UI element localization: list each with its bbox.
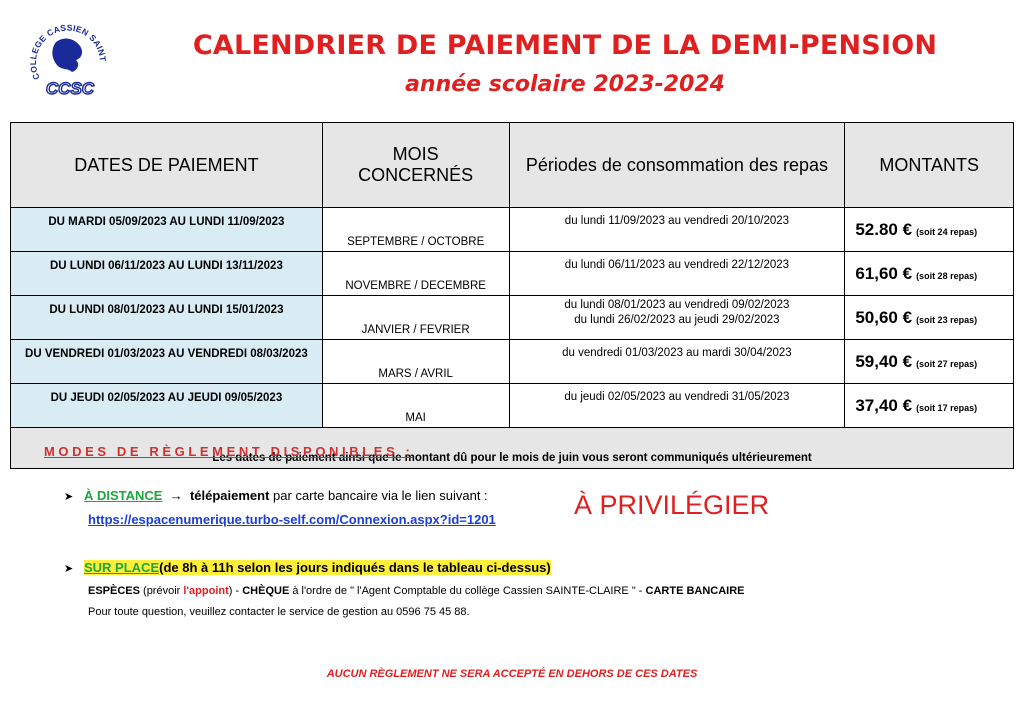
cheque-text: à l'ordre de " l'Agent Comptable du collège Cassien SAINTE-CLAIRE " - <box>289 585 646 597</box>
header-periodes: Périodes de consommation des repas <box>509 123 845 208</box>
row-periode <box>509 384 845 428</box>
distance-label: À DISTANCE <box>84 488 163 503</box>
row-montant <box>845 252 1014 296</box>
right-arrow-icon: → <box>169 488 183 503</box>
periode-line: du vendredi 01/03/2023 au mardi 30/04/2023 <box>562 347 792 359</box>
header-mois <box>322 123 509 208</box>
table-row <box>11 208 1014 252</box>
row-date: DU VENDREDI 01/03/2023 AU VENDREDI 08/03/2023 <box>11 340 323 384</box>
prevoir-close: ) - <box>228 585 243 597</box>
page-subtitle: année scolaire 2023-2024 <box>405 72 725 97</box>
periode-line: du lundi 11/09/2023 au vendredi 20/10/2023 <box>564 215 790 227</box>
prevoir-open: (prévoir <box>139 585 184 597</box>
montant-value: 61,60 € <box>855 263 913 283</box>
table-footer-note: Les dates de paiement ainsi que le montant dû pour le mois de juin vous seront communiqués ultérieurement <box>11 428 1014 469</box>
warning-notice: AUCUN RÈGLEMENT NE SERA ACCEPTÉ EN DEHORS DE CES DATES <box>326 668 698 680</box>
logo-arc-text: COLLEGE CASSIEN SAINT <box>28 22 109 82</box>
row-date: DU LUNDI 06/11/2023 AU LUNDI 13/11/2023 <box>11 252 323 296</box>
row-mois: MARS / AVRIL <box>322 340 509 384</box>
row-montant <box>845 296 1014 340</box>
row-periode <box>509 296 845 340</box>
college-logo <box>26 18 114 102</box>
montant-value: 52.80 € <box>855 219 913 239</box>
periode-line: du lundi 08/01/2023 au vendredi 09/02/2023 <box>564 299 790 311</box>
row-date: DU LUNDI 08/01/2023 AU LUNDI 15/01/2023 <box>11 296 323 340</box>
montant-repas: (soit 24 repas) <box>916 226 978 237</box>
payment-table <box>10 122 1014 469</box>
appoint-label: l'appoint <box>183 585 229 597</box>
header-mois-label: MOIS CONCERNÉS <box>358 144 474 185</box>
especes-label: ESPÈCES <box>88 585 140 597</box>
bullet-arrow-icon: ➤ <box>64 563 74 575</box>
row-montant <box>845 208 1014 252</box>
logo-initials: CCSC <box>45 79 95 98</box>
contact-line: Pour toute question, veuillez contacter le service de gestion au 0596 75 45 88. <box>88 606 470 618</box>
modes-title: MODES DE RÈGLEMENT DISPONIBLES : <box>44 444 414 459</box>
header-montants: MONTANTS <box>845 123 1014 208</box>
montant-repas: (soit 28 repas) <box>916 270 978 281</box>
distance-text: par carte bancaire via le lien suivant : <box>269 488 488 503</box>
row-mois: JANVIER / FEVRIER <box>322 296 509 340</box>
montant-value: 50,60 € <box>855 307 913 327</box>
page-title: CALENDRIER DE PAIEMENT DE LA DEMI-PENSION <box>192 30 938 61</box>
row-date: DU JEUDI 02/05/2023 AU JEUDI 09/05/2023 <box>11 384 323 428</box>
table-header-row <box>11 123 1014 208</box>
row-periode <box>509 252 845 296</box>
distance-line <box>64 488 488 503</box>
montant-repas: (soit 27 repas) <box>916 358 978 369</box>
periode-line: du jeudi 02/05/2023 au vendredi 31/05/2023 <box>564 391 790 403</box>
table-row <box>11 296 1014 340</box>
place-line <box>64 560 551 575</box>
montant-value: 37,40 € <box>855 395 913 415</box>
place-hours: (de 8h à 11h selon les jours indiqués dans le tableau ci-dessus) <box>159 560 551 575</box>
periode-line: du lundi 06/11/2023 au vendredi 22/12/2023 <box>564 259 790 271</box>
table-row <box>11 340 1014 384</box>
link-line <box>88 512 496 527</box>
row-mois: SEPTEMBRE / OCTOBRE <box>322 208 509 252</box>
table-row <box>11 384 1014 428</box>
table-row <box>11 252 1014 296</box>
montant-repas: (soit 17 repas) <box>916 402 978 413</box>
row-mois: MAI <box>322 384 509 428</box>
bullet-arrow-icon: ➤ <box>64 491 74 503</box>
montant-value: 59,40 € <box>855 351 913 371</box>
header-dates: DATES DE PAIEMENT <box>11 123 323 208</box>
place-label: SUR PLACE <box>84 560 160 575</box>
row-montant <box>845 340 1014 384</box>
row-periode <box>509 208 845 252</box>
cheque-label: CHÈQUE <box>242 585 290 597</box>
row-date: DU MARDI 05/09/2023 AU LUNDI 11/09/2023 <box>11 208 323 252</box>
montant-repas: (soit 23 repas) <box>916 314 978 325</box>
telepaiement-label: télépaiement <box>189 488 270 503</box>
row-montant <box>845 384 1014 428</box>
row-mois: NOVEMBRE / DECEMBRE <box>322 252 509 296</box>
payment-methods-line <box>88 585 745 597</box>
privilegier-label: À PRIVILÉGIER <box>574 490 770 520</box>
payment-link[interactable]: https://espacenumerique.turbo-self.com/Connexion.aspx?id=1201 <box>88 512 496 527</box>
row-periode <box>509 340 845 384</box>
periode-line-2: du lundi 26/02/2023 au jeudi 29/02/2023 <box>574 314 780 326</box>
carte-label: CARTE BANCAIRE <box>645 585 745 597</box>
